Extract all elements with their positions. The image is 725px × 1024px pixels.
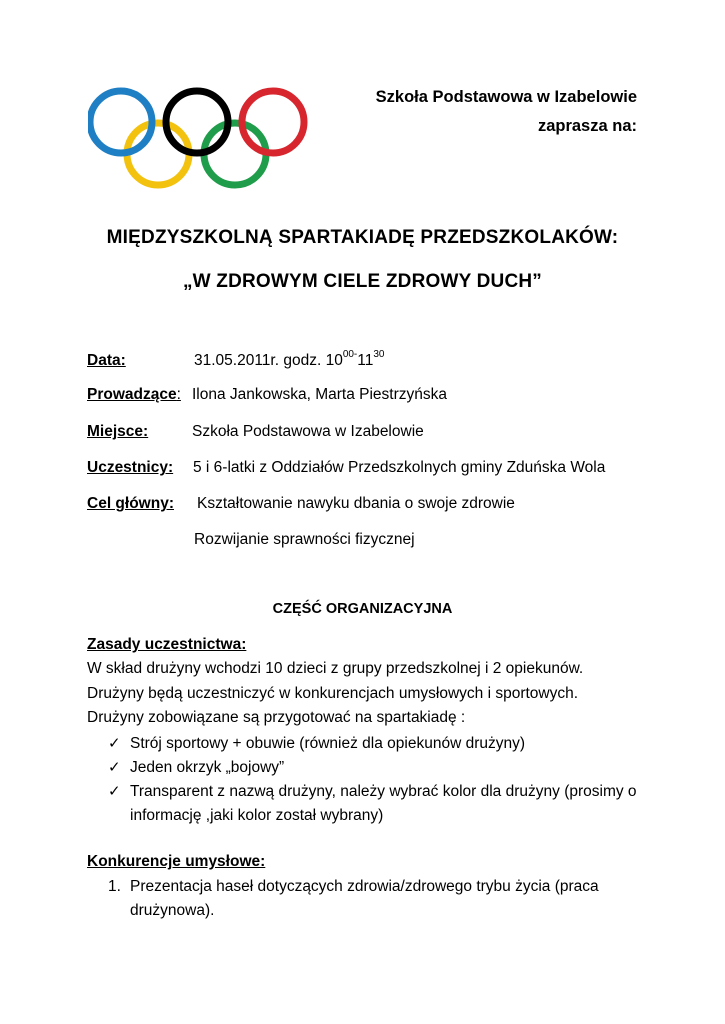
place-label: Miejsce:: [87, 423, 149, 440]
date-label: Data:: [87, 352, 126, 369]
goal-label: Cel główny:: [87, 495, 174, 512]
section-title: CZĘŚĆ ORGANIZACYJNA: [272, 601, 453, 617]
goal-value-2: Rozwijanie sprawności fizycznej: [194, 531, 415, 548]
checklist-item: ✓ Strój sportowy + obuwie (również dla opiekunów drużyny): [108, 732, 648, 756]
event-motto: „W ZDROWYM CIELE ZDROWY DUCH”: [182, 271, 543, 292]
ring-black: [166, 91, 228, 153]
rules-line: Drużyny zobowiązane są przygotować na spartakiadę :: [87, 709, 466, 726]
place-value: Szkoła Podstawowa w Izabelowie: [192, 423, 424, 440]
rules-line: W skład drużyny wchodzi 10 dzieci z grupy przedszkolnej i 2 opiekunów.: [87, 660, 584, 677]
competitions-heading: Konkurencje umysłowe:: [87, 853, 266, 870]
checkmark-icon: ✓: [108, 783, 121, 800]
goal-value-1: Kształtowanie nawyku dbania o swoje zdrowie: [197, 495, 515, 512]
date-value: 31.05.2011r. godz. $10^{00-}11^{30}$: [194, 348, 385, 369]
participants-value: 5 i 6-latki z Oddziałów Przedszkolnych gminy Zduńska Wola: [193, 459, 606, 476]
list-text: Prezentacja haseł dotyczących zdrowia/zdrowego trybu życia (praca drużynowa).: [130, 878, 599, 919]
list-item: [108, 875, 628, 923]
rules-heading: Zasady uczestnictwa:: [87, 636, 247, 653]
leaders-label: Prowadzące: [87, 386, 177, 403]
leaders-row: Prowadzące: Ilona Jankowska, Marta Piestrzyńska: [87, 384, 181, 406]
olympic-rings-icon: [88, 86, 308, 190]
ring-red: [242, 91, 304, 153]
checklist-item: ✓ Transparent z nazwą drużyny, należy wybrać kolor dla drużyny (prosimy o informację ,jaki kolor został wybrany): [108, 780, 648, 828]
checkmark-icon: ✓: [108, 759, 121, 776]
participants-label: Uczestnicy:: [87, 459, 174, 476]
ring-blue: [90, 91, 152, 153]
ring-yellow: [127, 123, 189, 185]
checklist-item: ✓ Jeden okrzyk „bojowy”: [108, 756, 648, 780]
rules-line: Drużyny będą uczestniczyć w konkurencjach umysłowych i sportowych.: [87, 685, 579, 702]
checkmark-icon: ✓: [108, 735, 121, 752]
event-title: MIĘDZYSZKOLNĄ SPARTAKIADĘ PRZEDSZKOLAKÓW:: [106, 227, 619, 248]
school-name: Szkoła Podstawowa w Izabelowie: [375, 88, 637, 106]
ring-green: [204, 123, 266, 185]
leaders-value: Ilona Jankowska, Marta Piestrzyńska: [192, 386, 447, 403]
invitation-text: zaprasza na:: [537, 117, 637, 135]
list-number: 1.: [108, 878, 121, 895]
